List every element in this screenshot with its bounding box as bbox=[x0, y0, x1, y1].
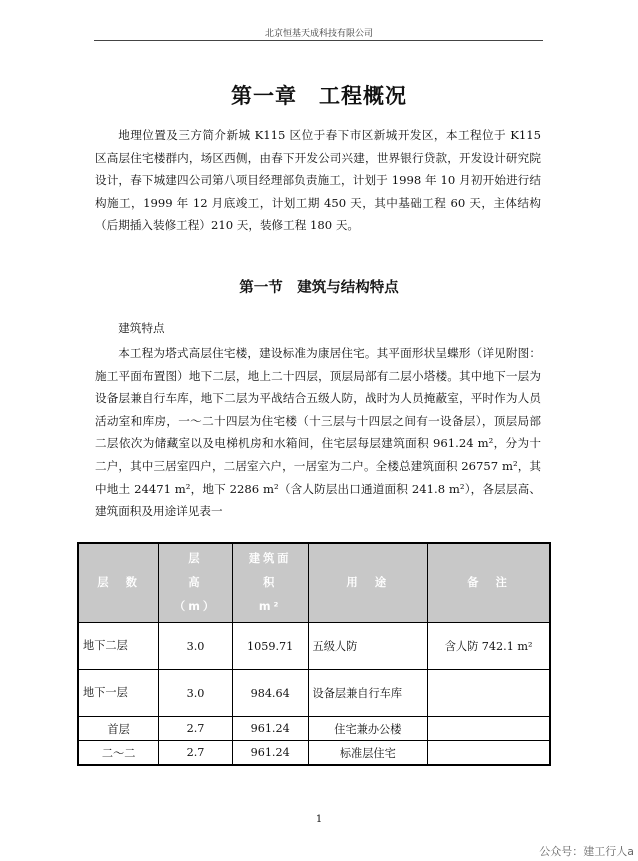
cell-area: 984.64 bbox=[232, 670, 308, 717]
cell-floor: 地下一层 bbox=[78, 670, 159, 717]
cell-use: 五级人防 bbox=[308, 623, 428, 670]
cell-height: 3.0 bbox=[159, 670, 233, 717]
intro-paragraph: 地理位置及三方简介新城 K115 区位于春下市区新城开发区，本工程位于 K115 区高层住宅楼群内，场区西侧，由春下开发公司兴建，世界银行贷款，开发设计研究院设计，春下城建四公司第八项目经理部负责施工，计划于 1998 年 10 月初开始进行结构施工，1999 年 12 月底竣工，计划工期 450 天，其中基础工程 60 天，主体结构（后期插入装修工程）210 天，装修工程 180 天。 bbox=[95, 128, 541, 233]
chapter-title: 第一章 工程概况 bbox=[231, 84, 407, 108]
cell-height: 3.0 bbox=[159, 623, 233, 670]
cell-note bbox=[428, 670, 550, 717]
cell-use: 住宅兼办公楼 bbox=[308, 717, 428, 741]
table-row bbox=[78, 717, 550, 741]
table-header-row bbox=[78, 543, 550, 623]
cell-use: 标准层住宅 bbox=[308, 741, 428, 766]
header-height: 层 高 （m） bbox=[159, 543, 233, 623]
cell-height: 2.7 bbox=[159, 717, 233, 741]
cell-use: 设备层兼自行车库 bbox=[308, 670, 428, 717]
header-floor: 层 数 bbox=[78, 543, 159, 623]
cell-note: 含人防 742.1 m² bbox=[428, 623, 550, 670]
section-subheading: 建筑特点 bbox=[118, 321, 165, 335]
cell-note bbox=[428, 741, 550, 766]
cell-area: 1059.71 bbox=[232, 623, 308, 670]
cell-area: 961.24 bbox=[232, 741, 308, 766]
table-row bbox=[78, 670, 550, 717]
header-use: 用 途 bbox=[308, 543, 428, 623]
cell-floor: 地下二层 bbox=[78, 623, 159, 670]
cell-area: 961.24 bbox=[232, 717, 308, 741]
header-divider bbox=[94, 40, 543, 41]
watermark: 公众号：建工行人a bbox=[539, 845, 634, 858]
header-note: 备 注 bbox=[428, 543, 550, 623]
section-title: 第一节 建筑与结构特点 bbox=[239, 280, 399, 296]
section-paragraph: 本工程为塔式高层住宅楼，建设标准为康居住宅。其平面形状呈蝶形（详见附图：施工平面布置图）地下二层，地上二十四层，顶层局部有二层小塔楼。其中地下一层为设备层兼自行车库，地下二层为平战结合五级人防，战时为人员掩蔽室，平时作为人员活动室和库房，一～二十四层为住宅楼（十三层与十四层之间有一设备层），顶层局部二层依次为储藏室以及电梯机房和水箱间，住宅层每层建筑面积 961.24 m²，分为十二户，其中三居室四户，二居室六户，一居室为二户。全楼总建筑面积 26757 m²，其中地土 24471 m²，地下 2286 m²（含人防层出口通道面积 241.8 m²），各层层高、建筑面积及用途详见表一 bbox=[95, 346, 541, 519]
cell-floor: 二～二 bbox=[78, 741, 159, 766]
cell-note bbox=[428, 717, 550, 741]
page-header: 北京恒基天成科技有限公司 bbox=[264, 29, 373, 39]
table-row bbox=[78, 741, 550, 766]
page-number: 1 bbox=[315, 814, 323, 825]
cell-height: 2.7 bbox=[159, 741, 233, 766]
table-row bbox=[78, 623, 550, 670]
header-area: 建筑面 积 m² bbox=[232, 543, 308, 623]
floor-spec-table bbox=[77, 542, 551, 766]
cell-floor: 首层 bbox=[78, 717, 159, 741]
